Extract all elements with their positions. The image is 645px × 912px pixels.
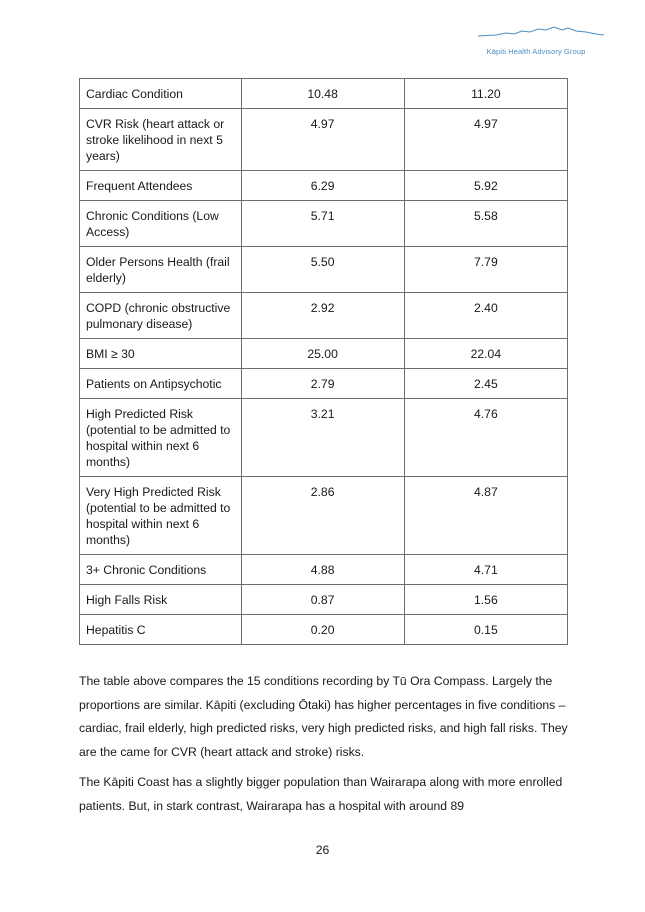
conditions-table [79,78,568,645]
value-2-cell: 2.45 [404,369,567,399]
mountain-line-icon [478,22,608,42]
value-2-cell: 11.20 [404,79,567,109]
value-2-cell: 22.04 [404,339,567,369]
condition-cell: 3+ Chronic Conditions [80,555,242,585]
table-row [80,369,568,399]
table-row [80,399,568,477]
table-row [80,247,568,293]
table-row [80,615,568,645]
value-1-cell: 4.97 [241,109,404,171]
value-2-cell: 5.92 [404,171,567,201]
value-1-cell: 2.92 [241,293,404,339]
condition-cell: BMI ≥ 30 [80,339,242,369]
value-2-cell: 2.40 [404,293,567,339]
value-1-cell: 4.88 [241,555,404,585]
paragraph: The table above compares the 15 conditions recording by Tū Ora Compass. Largely the proportions are similar. Kāpiti (excluding Ōtaki) has higher percentages in five conditions – cardiac, frail elderly, high predicted risks, very high predicted risks, and high fall risks. They are the came for CVR (heart attack and stroke) risks. [79,674,568,759]
table-row [80,293,568,339]
condition-cell: COPD (chronic obstructive pulmonary disease) [80,293,242,339]
value-1-cell: 3.21 [241,399,404,477]
table-row [80,555,568,585]
condition-cell: Chronic Conditions (Low Access) [80,201,242,247]
value-2-cell: 5.58 [404,201,567,247]
condition-cell: Older Persons Health (frail elderly) [80,247,242,293]
logo-text: Kāpiti Health Advisory Group [486,47,586,56]
condition-cell: Cardiac Condition [80,79,242,109]
value-2-cell: 4.87 [404,477,567,555]
value-1-cell: 25.00 [241,339,404,369]
table-row [80,585,568,615]
value-1-cell: 0.87 [241,585,404,615]
table-row [80,171,568,201]
page-number: 26 [315,843,330,857]
header-logo [478,22,608,58]
condition-cell: Hepatitis C [80,615,242,645]
table-row [80,201,568,247]
value-1-cell: 5.71 [241,201,404,247]
value-2-cell: 1.56 [404,585,567,615]
value-2-cell: 7.79 [404,247,567,293]
value-2-cell: 4.76 [404,399,567,477]
condition-cell: CVR Risk (heart attack or stroke likelihood in next 5 years) [80,109,242,171]
condition-cell: High Predicted Risk (potential to be admitted to hospital within next 6 months) [80,399,242,477]
condition-cell: Frequent Attendees [80,171,242,201]
table-row [80,477,568,555]
paragraph: The Kāpiti Coast has a slightly bigger population than Wairarapa along with more enrolled patients. But, in stark contrast, Wairarapa has a hospital with around 89 [79,775,563,813]
condition-cell: Very High Predicted Risk (potential to be admitted to hospital within next 6 months) [80,477,242,555]
table-row [80,79,568,109]
value-2-cell: 0.15 [404,615,567,645]
value-1-cell: 2.86 [241,477,404,555]
value-1-cell: 10.48 [241,79,404,109]
value-1-cell: 0.20 [241,615,404,645]
condition-cell: Patients on Antipsychotic [80,369,242,399]
body-text [79,670,569,825]
table-row [80,339,568,369]
value-2-cell: 4.97 [404,109,567,171]
value-1-cell: 2.79 [241,369,404,399]
value-1-cell: 6.29 [241,171,404,201]
table-row [80,109,568,171]
condition-cell: High Falls Risk [80,585,242,615]
value-1-cell: 5.50 [241,247,404,293]
value-2-cell: 4.71 [404,555,567,585]
